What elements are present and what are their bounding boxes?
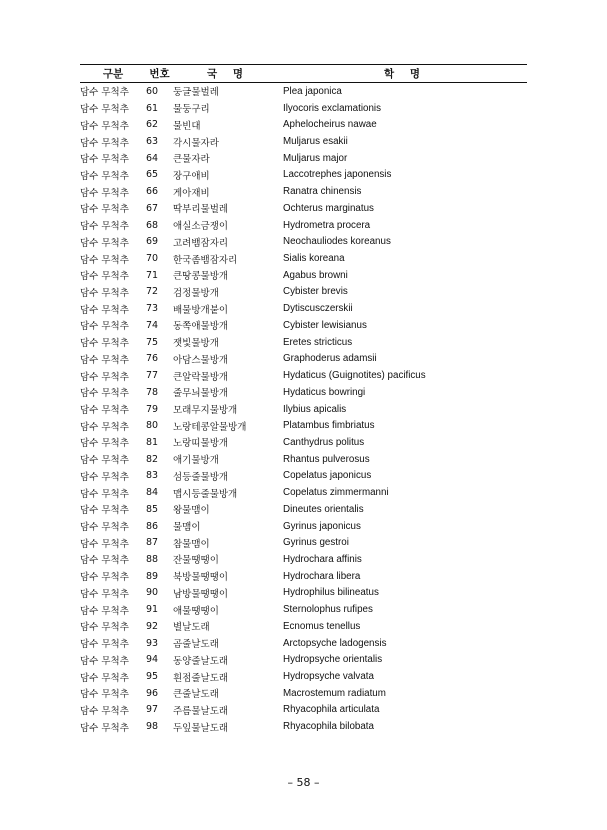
row-scientific-name: Hydropsyche valvata xyxy=(283,671,374,683)
row-scientific-name: Neochauliodes koreanus xyxy=(283,236,391,248)
row-korean-name: 동쪽애물방개 xyxy=(173,321,229,333)
header-row xyxy=(80,65,527,83)
row-scientific-name: Gyrinus japonicus xyxy=(283,520,361,532)
species-table xyxy=(80,64,527,735)
row-number: 71 xyxy=(146,269,159,281)
table-row xyxy=(80,702,527,719)
row-scientific-name: Dineutes orientalis xyxy=(283,503,364,515)
row-number: 94 xyxy=(146,654,159,666)
table-row xyxy=(80,334,527,351)
row-number: 65 xyxy=(146,169,159,181)
row-category: 담수 무척추 xyxy=(80,120,129,132)
page-number: – 58 – xyxy=(287,776,320,789)
table-row xyxy=(80,417,527,434)
table-row xyxy=(80,150,527,167)
row-category: 담수 무척추 xyxy=(80,287,129,299)
row-scientific-name: Rhyacophila articulata xyxy=(283,704,380,716)
row-korean-name: 참물맴이 xyxy=(173,538,210,550)
table-row xyxy=(80,518,527,535)
table-body xyxy=(80,83,527,736)
row-korean-name: 두잎물날도래 xyxy=(173,722,229,734)
row-scientific-name: Sternolophus rufipes xyxy=(283,604,373,616)
table-row xyxy=(80,685,527,702)
row-number: 80 xyxy=(146,420,159,432)
row-category: 담수 무척추 xyxy=(80,221,129,233)
row-korean-name: 물둥구리 xyxy=(173,104,210,116)
row-scientific-name: Agabus browni xyxy=(283,269,348,281)
table-row xyxy=(80,300,527,317)
row-scientific-name: Rhantus pulverosus xyxy=(283,453,370,465)
row-number: 88 xyxy=(146,553,159,565)
row-korean-name: 큰물자라 xyxy=(173,154,210,166)
row-number: 70 xyxy=(146,253,159,265)
table-row xyxy=(80,83,527,100)
row-number: 93 xyxy=(146,637,159,649)
table-row xyxy=(80,250,527,267)
row-scientific-name: Graphoderus adamsii xyxy=(283,353,377,365)
row-scientific-name: Hydropsyche orientalis xyxy=(283,654,383,666)
table-row xyxy=(80,401,527,418)
table-row xyxy=(80,183,527,200)
header-category: 구분 xyxy=(80,65,146,83)
row-korean-name: 물맴이 xyxy=(173,522,201,534)
table-row xyxy=(80,351,527,368)
row-korean-name: 게아재비 xyxy=(173,187,210,199)
row-number: 79 xyxy=(146,403,159,415)
table-row xyxy=(80,133,527,150)
row-scientific-name: Canthydrus politus xyxy=(283,436,365,448)
row-number: 76 xyxy=(146,353,159,365)
row-korean-name: 큰땅콩물방개 xyxy=(173,271,229,283)
row-category: 담수 무척추 xyxy=(80,170,129,182)
row-scientific-name: Arctopsyche ladogensis xyxy=(283,637,387,649)
row-scientific-name: Plea japonica xyxy=(283,85,342,97)
row-scientific-name: Hydaticus bowringi xyxy=(283,386,366,398)
row-number: 87 xyxy=(146,537,159,549)
row-category: 담수 무척추 xyxy=(80,689,129,701)
row-category: 담수 무척추 xyxy=(80,154,129,166)
row-scientific-name: Hydrophilus bilineatus xyxy=(283,587,379,599)
row-number: 75 xyxy=(146,336,159,348)
row-category: 담수 무척추 xyxy=(80,271,129,283)
row-scientific-name: Copelatus zimmermanni xyxy=(283,487,389,499)
row-number: 96 xyxy=(146,687,159,699)
row-category: 담수 무척추 xyxy=(80,204,129,216)
row-scientific-name: Rhyacophila bilobata xyxy=(283,721,374,733)
row-category: 담수 무척추 xyxy=(80,605,129,617)
row-korean-name: 딱부리물벌레 xyxy=(173,204,229,216)
row-scientific-name: Ochterus marginatus xyxy=(283,202,374,214)
table-header xyxy=(80,65,527,83)
row-korean-name: 주름물날도래 xyxy=(173,705,229,717)
row-number: 78 xyxy=(146,386,159,398)
row-category: 담수 무척추 xyxy=(80,87,129,99)
row-category: 담수 무척추 xyxy=(80,622,129,634)
table-row xyxy=(80,568,527,585)
row-korean-name: 곰줄날도래 xyxy=(173,639,219,651)
row-category: 담수 무척추 xyxy=(80,304,129,316)
row-number: 61 xyxy=(146,102,159,114)
row-number: 77 xyxy=(146,370,159,382)
row-category: 담수 무척추 xyxy=(80,388,129,400)
row-korean-name: 각시물자라 xyxy=(173,137,219,149)
table-row xyxy=(80,267,527,284)
row-category: 담수 무척추 xyxy=(80,488,129,500)
row-category: 담수 무척추 xyxy=(80,438,129,450)
table-row xyxy=(80,200,527,217)
row-korean-name: 큰줄날도래 xyxy=(173,689,219,701)
table-row xyxy=(80,167,527,184)
row-korean-name: 섬등줄물방개 xyxy=(173,471,229,483)
row-scientific-name: Ilyocoris exclamationis xyxy=(283,102,382,114)
row-number: 81 xyxy=(146,436,159,448)
table-row xyxy=(80,718,527,735)
row-korean-name: 장구애비 xyxy=(173,170,210,182)
table-row xyxy=(80,601,527,618)
row-number: 92 xyxy=(146,620,159,632)
table-row xyxy=(80,434,527,451)
table-row xyxy=(80,668,527,685)
row-scientific-name: Ranatra chinensis xyxy=(283,186,362,198)
table-row xyxy=(80,551,527,568)
row-number: 85 xyxy=(146,503,159,515)
row-category: 담수 무척추 xyxy=(80,405,129,417)
row-category: 담수 무척추 xyxy=(80,572,129,584)
table-row xyxy=(80,116,527,133)
row-korean-name: 한국좀뱀잠자리 xyxy=(173,254,238,266)
row-number: 64 xyxy=(146,152,159,164)
row-scientific-name: Hydrochara libera xyxy=(283,570,361,582)
row-category: 담수 무척추 xyxy=(80,522,129,534)
row-scientific-name: Macrostemum radiatum xyxy=(283,687,386,699)
table-row xyxy=(80,501,527,518)
row-number: 63 xyxy=(146,136,159,148)
row-korean-name: 흰점줄날도래 xyxy=(173,672,229,684)
row-scientific-name: Muljarus esakii xyxy=(283,136,348,148)
row-category: 담수 무척추 xyxy=(80,187,129,199)
row-scientific-name: Gyrinus gestroi xyxy=(283,537,349,549)
row-korean-name: 별날도래 xyxy=(173,622,210,634)
row-number: 86 xyxy=(146,520,159,532)
row-korean-name: 애물땡땡이 xyxy=(173,605,219,617)
table-row xyxy=(80,484,527,501)
row-scientific-name: Ecnomus tenellus xyxy=(283,620,361,632)
table-row xyxy=(80,651,527,668)
table-row xyxy=(80,451,527,468)
row-korean-name: 애실소금쟁이 xyxy=(173,221,229,233)
row-scientific-name: Ilybius apicalis xyxy=(283,403,347,415)
row-korean-name: 둥글물벌레 xyxy=(173,87,219,99)
row-number: 91 xyxy=(146,604,159,616)
row-scientific-name: Hydrochara affinis xyxy=(283,553,362,565)
row-korean-name: 북방물땡땡이 xyxy=(173,572,229,584)
row-number: 72 xyxy=(146,286,159,298)
table-row xyxy=(80,618,527,635)
row-category: 담수 무척추 xyxy=(80,505,129,517)
row-category: 담수 무척추 xyxy=(80,254,129,266)
header-korean-name: 국 명 xyxy=(173,65,283,83)
table-row xyxy=(80,100,527,117)
row-korean-name: 모래무지물방개 xyxy=(173,405,238,417)
header-scientific-name: 학 명 xyxy=(283,65,527,83)
row-number: 69 xyxy=(146,236,159,248)
row-korean-name: 검정물방개 xyxy=(173,287,219,299)
row-scientific-name: Platambus fimbriatus xyxy=(283,420,375,432)
row-scientific-name: Cybister brevis xyxy=(283,286,348,298)
table-row xyxy=(80,534,527,551)
row-category: 담수 무척추 xyxy=(80,722,129,734)
row-category: 담수 무척추 xyxy=(80,137,129,149)
row-scientific-name: Aphelocheirus nawae xyxy=(283,119,377,131)
row-category: 담수 무척추 xyxy=(80,655,129,667)
row-korean-name: 노랑테콩알물방개 xyxy=(173,421,247,433)
row-category: 담수 무척추 xyxy=(80,104,129,116)
row-number: 89 xyxy=(146,570,159,582)
row-scientific-name: Sialis koreana xyxy=(283,253,345,265)
row-korean-name: 큰알락물방개 xyxy=(173,371,229,383)
row-category: 담수 무척추 xyxy=(80,538,129,550)
row-number: 62 xyxy=(146,119,159,131)
row-korean-name: 왕물맴이 xyxy=(173,505,210,517)
table-row xyxy=(80,317,527,334)
row-number: 60 xyxy=(146,85,159,97)
table-row xyxy=(80,367,527,384)
row-number: 83 xyxy=(146,470,159,482)
row-korean-name: 아담스물방개 xyxy=(173,354,229,366)
row-number: 66 xyxy=(146,186,159,198)
table-row xyxy=(80,585,527,602)
row-category: 담수 무척추 xyxy=(80,421,129,433)
row-scientific-name: Laccotrephes japonensis xyxy=(283,169,392,181)
row-korean-name: 잔물땡땡이 xyxy=(173,555,219,567)
row-korean-name: 배물방개붙이 xyxy=(173,304,229,316)
row-category: 담수 무척추 xyxy=(80,705,129,717)
row-korean-name: 애기물방개 xyxy=(173,455,219,467)
row-category: 담수 무척추 xyxy=(80,455,129,467)
row-number: 68 xyxy=(146,219,159,231)
row-scientific-name: Eretes stricticus xyxy=(283,336,353,348)
row-category: 담수 무척추 xyxy=(80,371,129,383)
row-korean-name: 남방물땡땡이 xyxy=(173,588,229,600)
row-number: 73 xyxy=(146,303,159,315)
row-category: 담수 무척추 xyxy=(80,555,129,567)
row-number: 90 xyxy=(146,587,159,599)
row-category: 담수 무척추 xyxy=(80,588,129,600)
row-number: 97 xyxy=(146,704,159,716)
table-row xyxy=(80,233,527,250)
row-category: 담수 무척추 xyxy=(80,471,129,483)
table-row xyxy=(80,468,527,485)
row-category: 담수 무척추 xyxy=(80,354,129,366)
row-number: 98 xyxy=(146,721,159,733)
header-number: 번호 xyxy=(146,65,173,83)
row-category: 담수 무척추 xyxy=(80,338,129,350)
table-row xyxy=(80,384,527,401)
row-category: 담수 무척추 xyxy=(80,237,129,249)
row-korean-name: 잿빛물방개 xyxy=(173,338,219,350)
row-number: 84 xyxy=(146,487,159,499)
row-korean-name: 고려뱀잠자리 xyxy=(173,237,229,249)
table-row xyxy=(80,217,527,234)
row-scientific-name: Copelatus japonicus xyxy=(283,470,372,482)
row-scientific-name: Cybister lewisianus xyxy=(283,319,367,331)
row-number: 67 xyxy=(146,202,159,214)
table-row xyxy=(80,635,527,652)
table-row xyxy=(80,284,527,301)
row-scientific-name: Hydrometra procera xyxy=(283,219,371,231)
row-scientific-name: Dytiscusczerskii xyxy=(283,303,353,315)
row-korean-name: 노랑띠물방개 xyxy=(173,438,229,450)
row-number: 74 xyxy=(146,319,159,331)
row-scientific-name: Muljarus major xyxy=(283,152,348,164)
row-korean-name: 물빈대 xyxy=(173,120,201,132)
row-category: 담수 무척추 xyxy=(80,672,129,684)
row-korean-name: 줄무늬물방개 xyxy=(173,388,229,400)
row-number: 82 xyxy=(146,453,159,465)
row-scientific-name: Hydaticus (Guignotites) pacificus xyxy=(283,370,426,382)
row-korean-name: 동양줄날도래 xyxy=(173,655,229,667)
row-korean-name: 맵시등줄물방개 xyxy=(173,488,238,500)
row-category: 담수 무척추 xyxy=(80,639,129,651)
row-number: 95 xyxy=(146,671,159,683)
row-category: 담수 무척추 xyxy=(80,321,129,333)
